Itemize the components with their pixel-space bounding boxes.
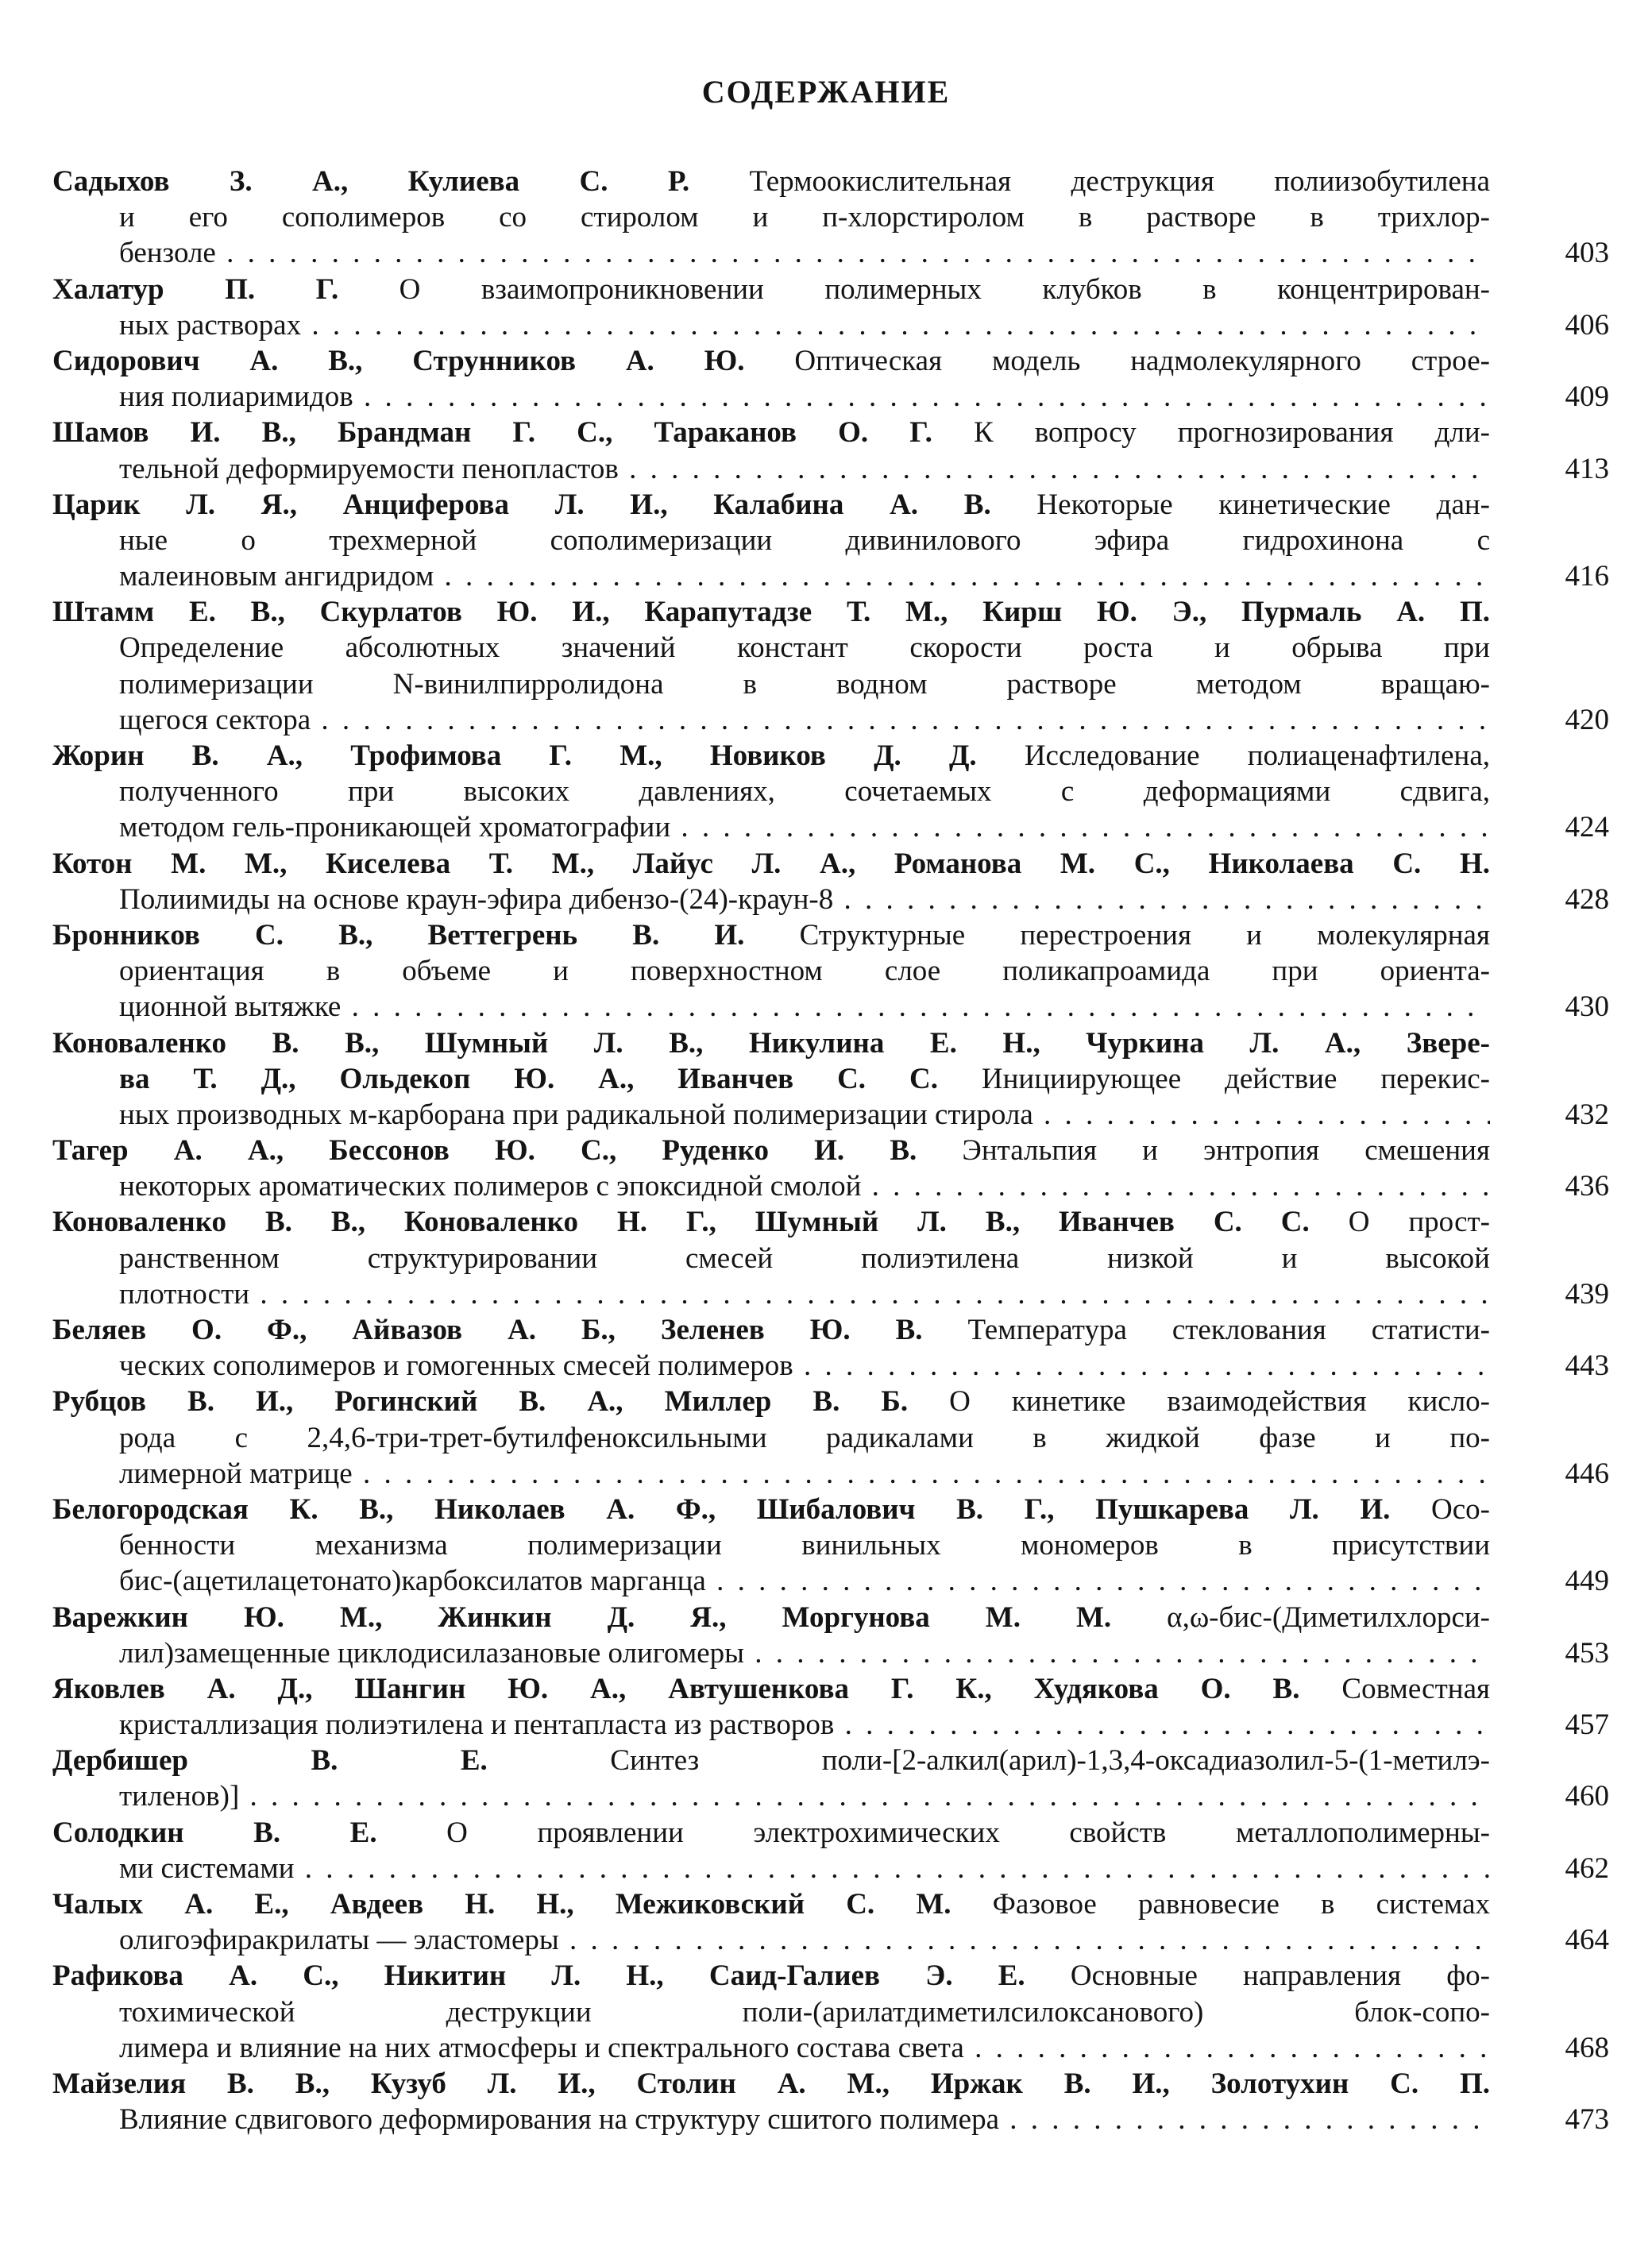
- entry-authors: Халатур П. Г.: [52, 272, 339, 306]
- toc-entry: [52, 164, 1609, 272]
- entry-title-text: рода с 2,4,6-три-трет-бутилфеноксильными радикалами в жидкой фазе и по-: [119, 1421, 1490, 1454]
- entry-title-text: некоторых ароматических полимеров с эпоксидной смолой: [119, 1170, 862, 1203]
- page-number: 443: [1565, 1349, 1609, 1383]
- toc-entry-line: [52, 2030, 1490, 2066]
- entry-authors: Майзелия В. В., Кузуб Л. И., Столин А. М., Иржак В. И., Золотухин С. П.: [52, 2067, 1490, 2100]
- entry-title-text: щегося сектора: [119, 703, 311, 736]
- entry-authors: Бронников С. В., Веттегрень В. И.: [52, 918, 745, 952]
- entry-title-text: Структурные перестроения и молекулярная: [744, 918, 1490, 952]
- page-number: 428: [1565, 882, 1609, 916]
- toc-entry: [52, 272, 1609, 343]
- toc-entry-line: [52, 1204, 1490, 1240]
- toc-entry-line: [52, 1276, 1490, 1312]
- toc-entry-line: [52, 379, 1490, 415]
- entry-title-text: тельной деформируемости пенопластов: [119, 452, 619, 485]
- toc-entry-line: [52, 1671, 1490, 1707]
- entry-title-text: ные о трехмерной сополимеризации дивинилового эфира гидрохинона с: [119, 523, 1490, 557]
- toc-entry-line: [52, 558, 1490, 594]
- toc-entry-line: [52, 1348, 1490, 1384]
- toc-entry: [52, 1204, 1609, 1312]
- toc-entry-line: [52, 1312, 1490, 1348]
- entry-title-text: О прост-: [1309, 1206, 1490, 1239]
- entry-title-text: Энтальпия и энтропия смешения: [917, 1134, 1490, 1168]
- entry-title-text: Влияние сдвигового деформирования на структуру сшитого полимера: [119, 2103, 1000, 2137]
- page-number: 460: [1565, 1780, 1609, 1813]
- toc-entry-line: [52, 1743, 1490, 1778]
- toc-entry-line: [52, 451, 1490, 487]
- entry-authors: Чалых А. Е., Авдеев Н. Н., Межиковский С. М.: [52, 1888, 951, 1921]
- entry-title-text: плотности: [119, 1277, 250, 1311]
- toc-entry: [52, 1312, 1609, 1384]
- toc-entry-line: [52, 1778, 1490, 1814]
- toc-entry: [52, 415, 1609, 486]
- toc-entry-line: [52, 989, 1490, 1025]
- entry-authors: Рафикова А. С., Никитин Л. Н., Саид-Галиев Э. Е.: [52, 1959, 1025, 1993]
- page-number: 403: [1565, 237, 1609, 270]
- page-number: 464: [1565, 1924, 1609, 1957]
- toc-entry: [52, 1671, 1609, 1743]
- entry-title-text: тохимической деструкции поли-(арилатдиметилсилоксанового) блок-сопо-: [119, 1995, 1490, 2029]
- entry-title-text: Определение абсолютных значений констант скорости роста и обрыва при: [119, 631, 1490, 665]
- page-number: 453: [1565, 1636, 1609, 1670]
- toc-entry-line: [52, 1241, 1490, 1276]
- toc-entry-line: [52, 1635, 1490, 1671]
- entry-title-text: Осо-: [1390, 1492, 1490, 1526]
- entry-title-text: тиленов)]: [119, 1780, 240, 1813]
- entry-authors: Коноваленко В. В., Шумный Л. В., Никулина Е. Н., Чуркина Л. А., Звере-: [52, 1026, 1490, 1060]
- entry-title-text: Температура стеклования статисти-: [922, 1314, 1490, 1346]
- entry-title-text: Некоторые кинетические дан-: [990, 488, 1490, 521]
- toc-entry-line: [52, 1527, 1490, 1563]
- toc-entry: [52, 1384, 1609, 1492]
- entry-title-text: ных производных м-карборана при радикальной полимеризации стирола: [119, 1098, 1033, 1131]
- entry-title-text: бис-(ацетилацетонато)карбоксилатов марганца: [119, 1565, 706, 1598]
- toc-entry: [52, 1743, 1609, 1814]
- entry-title-text: ния полиаримидов: [119, 380, 353, 414]
- toc-entry-line: [52, 882, 1490, 917]
- toc-entry-line: [52, 307, 1490, 343]
- entry-authors: ва Т. Д., Ольдекоп Ю. А., Иванчев С. С.: [119, 1062, 938, 1095]
- entry-authors: Тагер А. А., Бессонов Ю. С., Руденко И. В.: [52, 1134, 917, 1168]
- toc-entry-line: [52, 523, 1490, 558]
- entry-title-text: α,ω-бис-(Диметилхлорси-: [1111, 1600, 1490, 1634]
- entry-authors: Беляев О. Ф., Айвазов А. Б., Зеленев Ю. В.: [52, 1314, 923, 1346]
- toc-entry: [52, 917, 1609, 1025]
- toc-entry-line: [52, 1707, 1490, 1743]
- toc-entry-line: [52, 1886, 1490, 1922]
- toc-entry-line: [52, 2066, 1490, 2102]
- toc-entry-line: [52, 738, 1490, 774]
- entry-title-text: Фазовое равновесие в системах: [951, 1888, 1490, 1921]
- entry-title-text: полимеризации N-винилпирролидона в водном растворе методом вращаю-: [119, 667, 1490, 701]
- toc-entry-line: [52, 953, 1490, 989]
- entry-authors: Жорин В. А., Трофимова Г. М., Новиков Д. Д.: [52, 739, 977, 772]
- entry-authors: Садыхов З. А., Кулиева С. Р.: [52, 165, 690, 198]
- toc-entry-line: [52, 164, 1490, 199]
- entry-authors: Котон М. М., Киселева Т. М., Лайус Л. А., Романова М. С., Николаева С. Н.: [52, 847, 1490, 880]
- entry-title-text: О взаимопроникновении полимерных клубков в концентрирован-: [338, 272, 1490, 306]
- toc-entry-line: [52, 235, 1490, 271]
- entry-title-text: полученного при высоких давлениях, сочетаемых с деформациями сдвига,: [119, 775, 1490, 809]
- toc-entry-line: [52, 1492, 1490, 1527]
- entry-title-text: олигоэфиракрилаты — эластомеры: [119, 1924, 559, 1957]
- page-number: 432: [1565, 1098, 1609, 1131]
- toc-entry: [52, 846, 1609, 917]
- entry-title-text: ческих сополимеров и гомогенных смесей полимеров: [119, 1349, 793, 1383]
- toc-entry: [52, 343, 1609, 415]
- entry-authors: Яковлев А. Д., Шангин Ю. А., Автушенкова Г. К., Худякова О. В.: [52, 1672, 1300, 1705]
- page-number: 416: [1565, 560, 1609, 593]
- toc-entry-line: [52, 343, 1490, 379]
- page-title: СОДЕРЖАНИЕ: [701, 74, 951, 110]
- entry-authors: Рубцов В. И., Рогинский В. А., Миллер В. Б.: [52, 1385, 909, 1419]
- entry-title-text: Синтез поли-[2-алкил(арил)-1,3,4-оксадиазолил-5-(1-метилэ-: [487, 1744, 1490, 1778]
- entry-title-text: бенности механизма полимеризации винильных мономеров в присутствии: [119, 1529, 1490, 1562]
- entry-authors: Штамм Е. В., Скурлатов Ю. И., Карапутадзе Т. М., Кирш Ю. Э., Пурмаль А. П.: [52, 596, 1490, 629]
- entry-title-text: О кинетике взаимодействия кисло-: [908, 1385, 1490, 1419]
- entry-title-text: ми системами: [119, 1851, 295, 1885]
- entry-authors: Дербишер В. Е.: [52, 1744, 488, 1778]
- entry-title-text: и его сополимеров со стиролом и п-хлорстиролом в растворе в трихлор-: [119, 201, 1490, 234]
- page-number: 473: [1565, 2103, 1609, 2137]
- page-number: 406: [1565, 308, 1609, 342]
- entry-title-text: ционной вытяжке: [119, 990, 342, 1024]
- toc-entry-line: [52, 1133, 1490, 1168]
- toc-entry-line: [52, 917, 1490, 953]
- toc-entry: [52, 1492, 1609, 1600]
- toc-entry-line: [52, 1384, 1490, 1419]
- toc-entry: [52, 1886, 1609, 1958]
- toc-entry-line: [52, 199, 1490, 235]
- entry-authors: Варежкин Ю. М., Жинкин Д. Я., Моргунова М. М.: [52, 1600, 1112, 1634]
- page-number: 446: [1565, 1457, 1609, 1490]
- entry-title-text: Оптическая модель надмолекулярного строе-: [744, 344, 1490, 377]
- toc-entry-line: [52, 1025, 1490, 1061]
- entry-title-text: малеиновым ангидридом: [119, 560, 434, 593]
- toc-entry-line: [52, 1168, 1490, 1204]
- entry-title-text: Основные направления фо-: [1025, 1959, 1490, 1993]
- page-number: 430: [1565, 990, 1609, 1024]
- entry-title-text: лил)замещенные циклодисилазановые олигомеры: [119, 1636, 745, 1670]
- toc-entry-line: [52, 774, 1490, 809]
- toc-entry-line: [52, 1922, 1490, 1958]
- toc-entry: [52, 594, 1609, 738]
- toc-entry-line: [52, 1851, 1490, 1886]
- page-number: 457: [1565, 1708, 1609, 1742]
- entry-title-text: К вопросу прогнозирования дли-: [932, 416, 1490, 450]
- toc-entry-line: [52, 487, 1490, 523]
- toc-entry-line: [52, 1958, 1490, 1994]
- toc-entry-line: [52, 2102, 1490, 2137]
- toc-entry-line: [52, 1420, 1490, 1456]
- page-number: 409: [1565, 380, 1609, 414]
- entry-title-text: Полиимиды на основе краун-эфира дибензо-(24)-краун-8: [119, 882, 834, 916]
- toc-entry-line: [52, 594, 1490, 630]
- toc-entry-line: [52, 272, 1490, 307]
- toc-entry-line: [52, 846, 1490, 882]
- entry-authors: Коноваленко В. В., Коноваленко Н. Г., Шумный Л. В., Иванчев С. С.: [52, 1206, 1310, 1239]
- toc-entry: [52, 1025, 1609, 1133]
- toc-entry-line: [52, 809, 1490, 845]
- entry-title-text: Совместная: [1299, 1672, 1490, 1705]
- entry-title-text: О проявлении электрохимических свойств металлополимерны-: [376, 1816, 1490, 1849]
- entry-title-text: Исследование полиаценафтилена,: [976, 739, 1490, 772]
- entry-authors: Сидорович А. В., Струнников А. Ю.: [52, 344, 745, 377]
- entry-authors: Шамов И. В., Брандман Г. С., Тараканов О. Г.: [52, 416, 932, 450]
- entry-title-text: кристаллизация полиэтилена и пентапласта из растворов: [119, 1708, 835, 1742]
- entry-title-text: методом гель-проникающей хроматографии: [119, 811, 671, 844]
- toc-entry: [52, 2066, 1609, 2137]
- entry-authors: Солодкин В. Е.: [52, 1816, 377, 1849]
- toc-entry-line: [52, 630, 1490, 666]
- entry-title-text: ных растворах: [119, 308, 302, 342]
- toc-entry: [52, 487, 1609, 595]
- toc-entry: [52, 738, 1609, 846]
- toc-entry: [52, 1133, 1609, 1204]
- page-number: 420: [1565, 703, 1609, 736]
- page-number: 439: [1565, 1277, 1609, 1311]
- entry-title-text: бензоле: [119, 237, 216, 270]
- toc-entry-line: [52, 702, 1490, 738]
- toc-entry-line: [52, 1994, 1490, 2030]
- page-number: 468: [1565, 2031, 1609, 2064]
- toc-entry-line: [52, 415, 1490, 450]
- toc-entry-line: [52, 1097, 1490, 1133]
- entry-title-text: Инициирующее действие перекис-: [937, 1062, 1490, 1095]
- page-number: 449: [1565, 1565, 1609, 1598]
- entry-title-text: Термоокислительная деструкция полиизобутилена: [689, 165, 1490, 198]
- entry-authors: Белогородская К. В., Николаев А. Ф., Шибалович В. Г., Пушкарева Л. И.: [52, 1492, 1391, 1526]
- entry-title-text: лимера и влияние на них атмосферы и спектрального состава света: [119, 2031, 964, 2064]
- entry-title-text: ориентация в объеме и поверхностном слое поликапроамида при ориента-: [119, 955, 1490, 988]
- toc-entry-line: [52, 1600, 1490, 1635]
- toc-entry: [52, 1600, 1609, 1671]
- toc-entry-line: [52, 666, 1490, 702]
- entry-title-text: лимерной матрице: [119, 1457, 353, 1490]
- toc-entry-line: [52, 1456, 1490, 1492]
- page-number: 462: [1565, 1851, 1609, 1885]
- page-number: 413: [1565, 452, 1609, 485]
- toc-entry: [52, 1815, 1609, 1886]
- entry-title-text: ранственном структурировании смесей полиэтилена низкой и высокой: [119, 1241, 1490, 1275]
- toc-entry-line: [52, 1563, 1490, 1599]
- entry-authors: Царик Л. Я., Анциферова Л. И., Калабина А. В.: [52, 488, 991, 521]
- page-number: 436: [1565, 1170, 1609, 1203]
- toc-entry-line: [52, 1815, 1490, 1851]
- table-of-contents: [52, 164, 1609, 2137]
- toc-entry: [52, 1958, 1609, 2066]
- toc-entry-line: [52, 1061, 1490, 1097]
- page-number: 424: [1565, 811, 1609, 844]
